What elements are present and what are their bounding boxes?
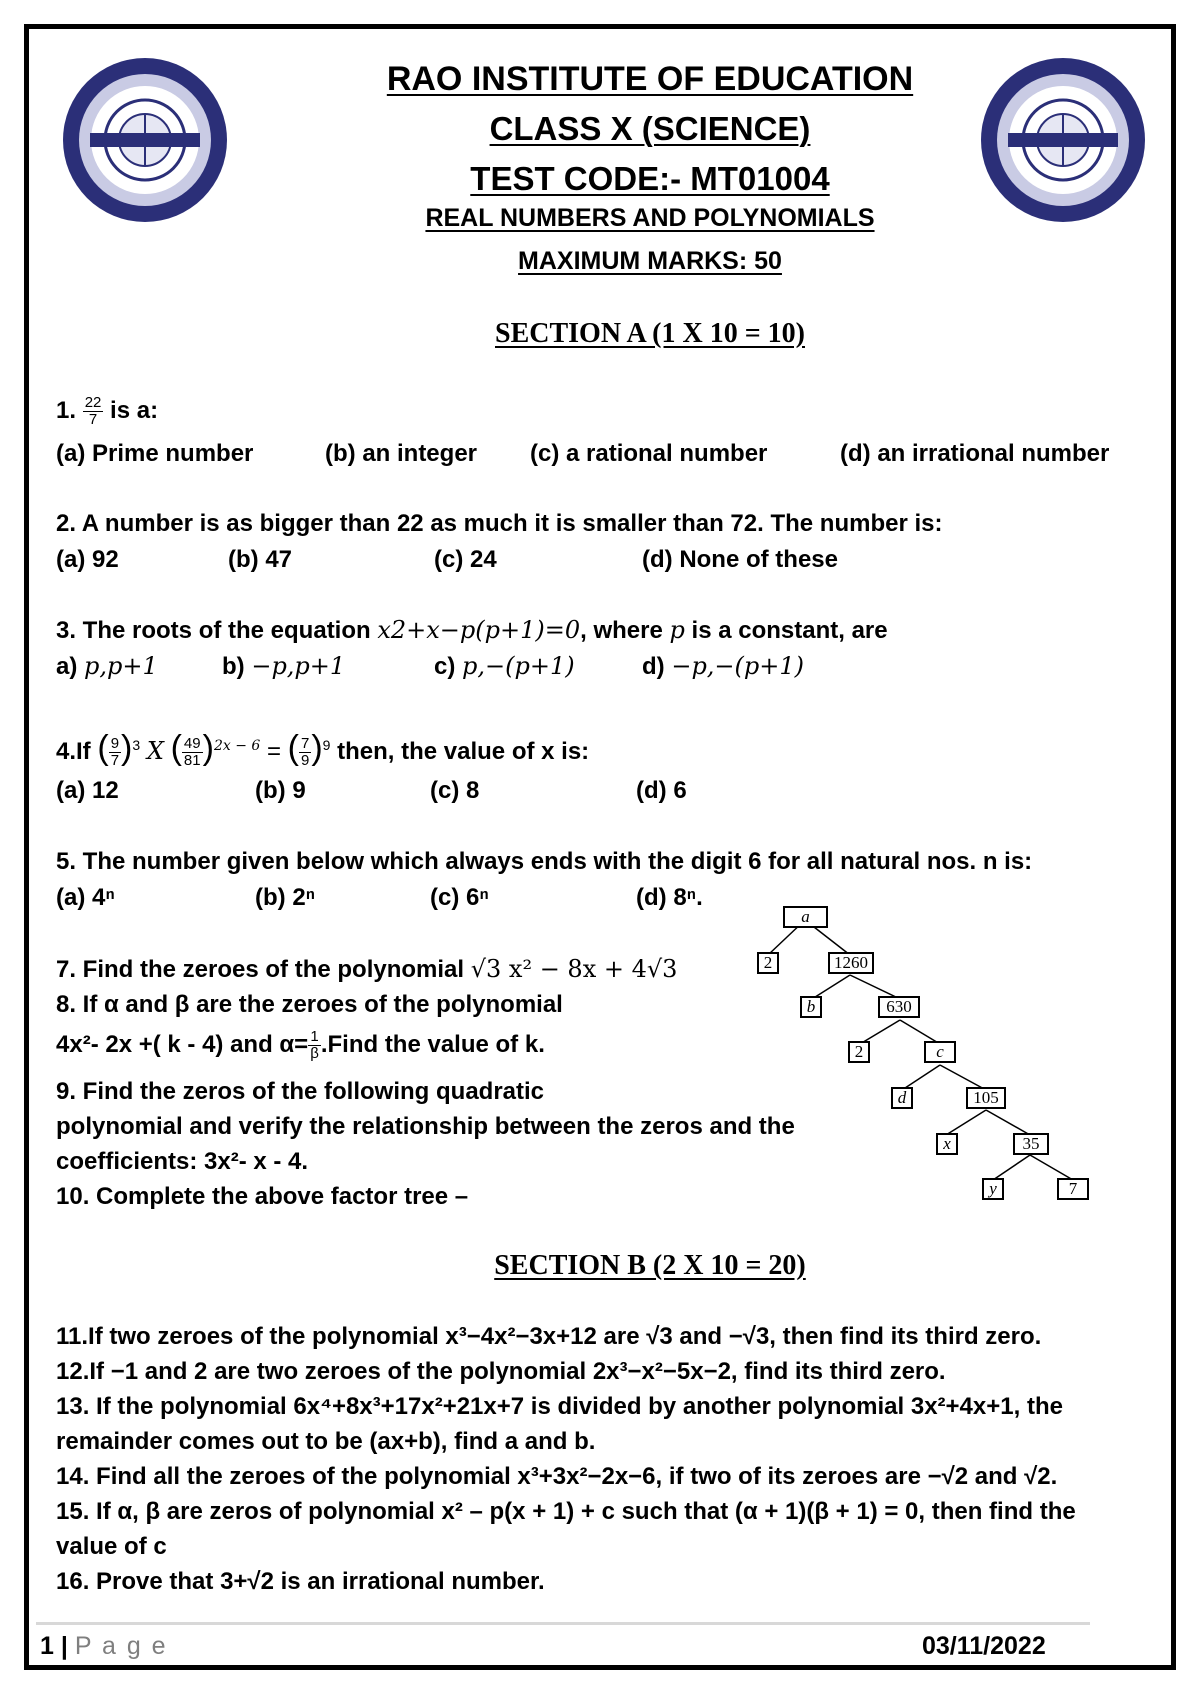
question-13-line-2: remainder comes out to be (ax+b), find a and b. [56,1428,596,1455]
question-5: 5. The number given below which always ends with the digit 6 for all natural nos. n is: [56,848,1033,875]
tree-node-1260: 1260 [828,952,874,974]
q4-option-c: (c) 8 [430,777,480,804]
tree-node-630: 630 [878,996,920,1018]
tree-node-b: b [800,996,822,1018]
tree-node-105: 105 [966,1087,1006,1109]
topic-title: REAL NUMBERS AND POLYNOMIALS [425,204,875,232]
question-15-line-2: value of c [56,1533,167,1560]
section-a-title: SECTION A (1 X 10 = 10) [495,318,805,349]
question-4: 4.If ( $\frac{9}{7}$ )$^3$ X ( $\frac{49}{81}$ )$^{2x - 6}$ = ( $\frac{7}{9}$ )$^9$ then, the value of x is: [56,729,590,770]
tree-node-2: 2 [757,952,779,974]
page-separator: | [60,1632,68,1660]
page-footer [40,1632,168,1661]
page-word: P a g e [74,1632,168,1660]
page-number: 1 [40,1632,54,1660]
tree-node-35: 35 [1013,1133,1049,1155]
question-13-line-1: 13. If the polynomial 6x⁴+8x³+17x²+21x+7 is divided by another polynomial 3x²+4x+1, the [56,1393,1063,1420]
question-2: 2. A number is as bigger than 22 as much it is smaller than 72. The number is: [56,510,943,537]
section-b-title: SECTION B (2 X 10 = 20) [494,1250,806,1281]
tree-node-7: 7 [1057,1178,1089,1200]
q2-option-c: (c) 24 [434,546,497,573]
question-12: 12.If −1 and 2 are two zeroes of the polynomial 2x³−x²−5x−2, find its third zero. [56,1358,946,1385]
q1-option-d: (d) an irrational number [840,440,1110,467]
q5-option-c: (c) 6ⁿ [430,884,489,911]
q2-option-b: (b) 47 [228,546,293,573]
question-15-line-1: 15. If α, β are zeros of polynomial x² – p(x + 1) + c such that (α + 1)(β + 1) = 0, then find the [56,1498,1076,1525]
question-9-line-1: 9. Find the zeros of the following quadratic [56,1078,545,1105]
footer-rule [36,1622,1090,1625]
max-marks: MAXIMUM MARKS: 50 [518,247,782,275]
tree-node-c: c [924,1041,956,1063]
tree-node-d: d [891,1087,913,1109]
q5-option-b: (b) 2ⁿ [255,884,316,911]
institute-title: RAO INSTITUTE OF EDUCATION [386,60,914,98]
tree-node-2b: 2 [848,1041,870,1063]
q3-option-b: b) −p,p+1 [222,652,346,680]
q5-option-a: (a) 4ⁿ [56,884,115,911]
tree-node-a: a [783,906,828,928]
q2-option-d: (d) None of these [642,546,838,573]
question-8-line-2: 4x²- 2x +( k - 4) and α= $\frac{1}{\beta}$ .Find the value of k. [56,1028,545,1063]
question-10: 10. Complete the above factor tree – [56,1183,469,1210]
q1-option-a: (a) Prime number [56,440,254,467]
tree-node-y: y [982,1178,1004,1200]
q3-option-c: c) p,−(p+1) [434,652,575,680]
question-8-line-1: 8. If α and β are the zeroes of the polynomial [56,991,563,1018]
q4-option-d: (d) 6 [636,777,687,804]
date: 03/11/2022 [922,1632,1046,1660]
question-16: 16. Prove that 3+√2 is an irrational number. [56,1568,545,1595]
question-1: 1. $\frac{22}{7}$ is a: [56,394,159,429]
question-9-line-3: coefficients: 3x²- x - 4. [56,1148,309,1175]
q1-option-b: (b) an integer [325,440,478,467]
q1-option-c: (c) a rational number [530,440,768,467]
q3-option-d: d) −p,−(p+1) [642,652,805,680]
question-3: 3. The roots of the equation x2+x−p(p+1)=0, where p is a constant, are [56,616,888,644]
question-14: 14. Find all the zeroes of the polynomial x³+3x²−2x−6, if two of its zeroes are −√2 and √2. [56,1463,1058,1490]
question-7: 7. Find the zeroes of the polynomial √3 x² − 8x + 4√3 [56,955,678,983]
q2-option-a: (a) 92 [56,546,119,573]
question-9-line-2: polynomial and verify the relationship between the zeros and the [56,1113,795,1140]
question-11: 11.If two zeroes of the polynomial x³−4x²−3x+12 are √3 and −√3, then find its third zero. [56,1323,1042,1350]
test-code: TEST CODE:- MT01004 [470,160,830,197]
q5-option-d: (d) 8ⁿ. [636,884,703,911]
tree-node-x: x [936,1133,958,1155]
class-title: CLASS X (SCIENCE) [489,110,811,147]
q4-option-a: (a) 12 [56,777,119,804]
q4-option-b: (b) 9 [255,777,306,804]
q3-option-a: a) p,p+1 [56,652,158,680]
